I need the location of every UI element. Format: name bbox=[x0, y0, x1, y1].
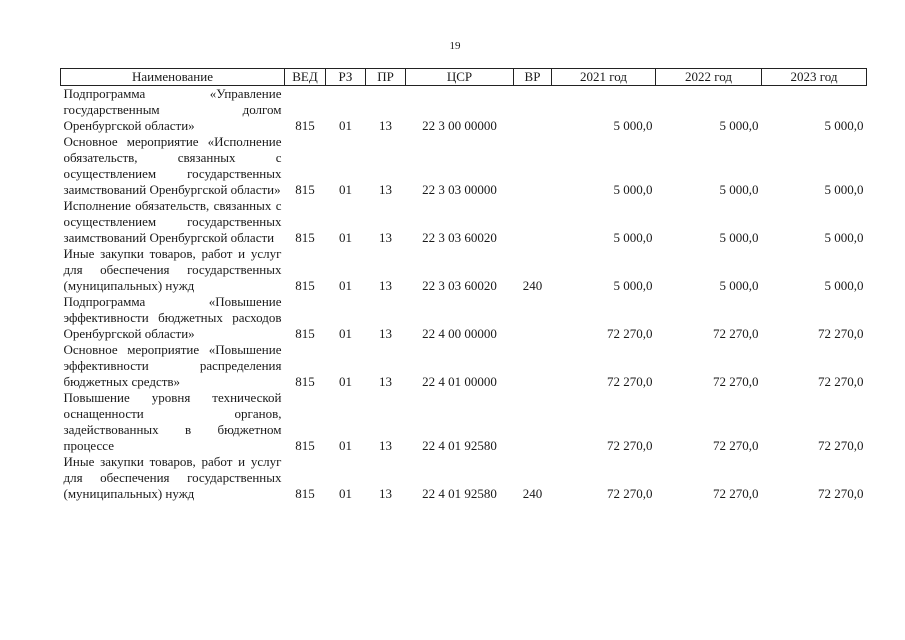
row-name: Иные закупки товаров, работ и услуг для обеспечения государственных (муниципальных) нужд bbox=[63, 454, 282, 501]
page-number: 19 bbox=[449, 40, 461, 52]
row-name: Основное мероприятие «Исполнение обязательств, связанных с осуществлением государственных заимствований Оренбургской области» bbox=[63, 134, 282, 197]
row-vr bbox=[514, 134, 552, 198]
row-name: Иные закупки товаров, работ и услуг для обеспечения государственных (муниципальных) нужд bbox=[63, 246, 282, 293]
table-row bbox=[61, 198, 867, 246]
row-vr bbox=[514, 86, 552, 135]
header-2022: 2022 год bbox=[656, 69, 762, 86]
row-rz: 01 bbox=[339, 326, 352, 341]
row-name: Подпрограмма «Управление государственным долгом Оренбургской области» bbox=[63, 86, 282, 133]
row-2022: 5 000,0 bbox=[719, 118, 759, 133]
header-pr: ПР bbox=[366, 69, 406, 86]
row-2022: 72 270,0 bbox=[713, 326, 759, 341]
row-name: Исполнение обязательств, связанных с осуществлением государственных заимствований Оренбургской области bbox=[63, 198, 282, 245]
row-rz: 01 bbox=[339, 182, 352, 197]
row-2021: 5 000,0 bbox=[613, 278, 653, 293]
row-pr: 13 bbox=[379, 486, 392, 501]
row-2022: 72 270,0 bbox=[713, 486, 759, 501]
row-vr bbox=[514, 390, 552, 454]
row-pr: 13 bbox=[379, 230, 392, 245]
row-pr: 13 bbox=[379, 118, 392, 133]
row-vr bbox=[514, 294, 552, 342]
row-pr: 13 bbox=[379, 278, 392, 293]
row-pr: 13 bbox=[379, 374, 392, 389]
row-csr: 22 4 01 00000 bbox=[422, 374, 497, 389]
row-ved: 815 bbox=[295, 326, 315, 341]
row-pr: 13 bbox=[379, 438, 392, 453]
row-2022: 72 270,0 bbox=[713, 438, 759, 453]
header-vr: ВР bbox=[514, 69, 552, 86]
row-2023: 72 270,0 bbox=[818, 374, 864, 389]
row-2023: 5 000,0 bbox=[824, 118, 864, 133]
row-pr: 13 bbox=[379, 182, 392, 197]
row-csr: 22 3 00 00000 bbox=[422, 118, 497, 133]
table-row bbox=[61, 246, 867, 294]
table-row bbox=[61, 454, 867, 502]
row-2023: 5 000,0 bbox=[824, 278, 864, 293]
row-vr bbox=[514, 342, 552, 390]
row-csr: 22 3 03 60020 bbox=[422, 230, 497, 245]
row-2021: 72 270,0 bbox=[607, 326, 653, 341]
header-rz: РЗ bbox=[326, 69, 366, 86]
row-ved: 815 bbox=[295, 374, 315, 389]
row-vr: 240 bbox=[522, 278, 543, 293]
row-vr: 240 bbox=[522, 486, 543, 501]
row-rz: 01 bbox=[339, 118, 352, 133]
row-2022: 5 000,0 bbox=[719, 278, 759, 293]
row-2023: 72 270,0 bbox=[818, 326, 864, 341]
header-ved: ВЕД bbox=[285, 69, 326, 86]
row-vr bbox=[514, 198, 552, 246]
row-2021: 5 000,0 bbox=[613, 118, 653, 133]
row-2022: 5 000,0 bbox=[719, 230, 759, 245]
row-name: Повышение уровня технической оснащенности органов, задействованных в бюджетном процессе bbox=[63, 390, 282, 453]
row-2022: 5 000,0 bbox=[719, 182, 759, 197]
table-header-row bbox=[61, 69, 867, 86]
row-ved: 815 bbox=[295, 278, 315, 293]
row-name: Основное мероприятие «Повышение эффективности распределения бюджетных средств» bbox=[63, 342, 282, 389]
row-rz: 01 bbox=[339, 486, 352, 501]
row-csr: 22 4 00 00000 bbox=[422, 326, 497, 341]
table-row bbox=[61, 390, 867, 454]
row-ved: 815 bbox=[295, 230, 315, 245]
row-ved: 815 bbox=[295, 182, 315, 197]
row-2021: 72 270,0 bbox=[607, 486, 653, 501]
row-csr: 22 4 01 92580 bbox=[422, 486, 497, 501]
row-ved: 815 bbox=[295, 438, 315, 453]
row-2021: 72 270,0 bbox=[607, 374, 653, 389]
row-ved: 815 bbox=[295, 486, 315, 501]
header-2023: 2023 год bbox=[762, 69, 867, 86]
row-2023: 72 270,0 bbox=[818, 486, 864, 501]
row-2021: 5 000,0 bbox=[613, 182, 653, 197]
table-row bbox=[61, 342, 867, 390]
row-rz: 01 bbox=[339, 230, 352, 245]
row-2021: 72 270,0 bbox=[607, 438, 653, 453]
row-2023: 5 000,0 bbox=[824, 182, 864, 197]
table-row bbox=[61, 86, 867, 135]
row-2023: 5 000,0 bbox=[824, 230, 864, 245]
row-pr: 13 bbox=[379, 326, 392, 341]
row-csr: 22 4 01 92580 bbox=[422, 438, 497, 453]
header-csr: ЦСР bbox=[406, 69, 514, 86]
row-rz: 01 bbox=[339, 438, 352, 453]
row-ved: 815 bbox=[295, 118, 315, 133]
header-2021: 2021 год bbox=[552, 69, 656, 86]
budget-table bbox=[60, 68, 867, 502]
row-csr: 22 3 03 60020 bbox=[422, 278, 497, 293]
header-name: Наименование bbox=[61, 69, 285, 86]
row-name: Подпрограмма «Повышение эффективности бюджетных расходов Оренбургской области» bbox=[63, 294, 282, 341]
row-2022: 72 270,0 bbox=[713, 374, 759, 389]
table-row bbox=[61, 134, 867, 198]
row-2023: 72 270,0 bbox=[818, 438, 864, 453]
table-row bbox=[61, 294, 867, 342]
row-csr: 22 3 03 00000 bbox=[422, 182, 497, 197]
row-rz: 01 bbox=[339, 278, 352, 293]
row-rz: 01 bbox=[339, 374, 352, 389]
row-2021: 5 000,0 bbox=[613, 230, 653, 245]
